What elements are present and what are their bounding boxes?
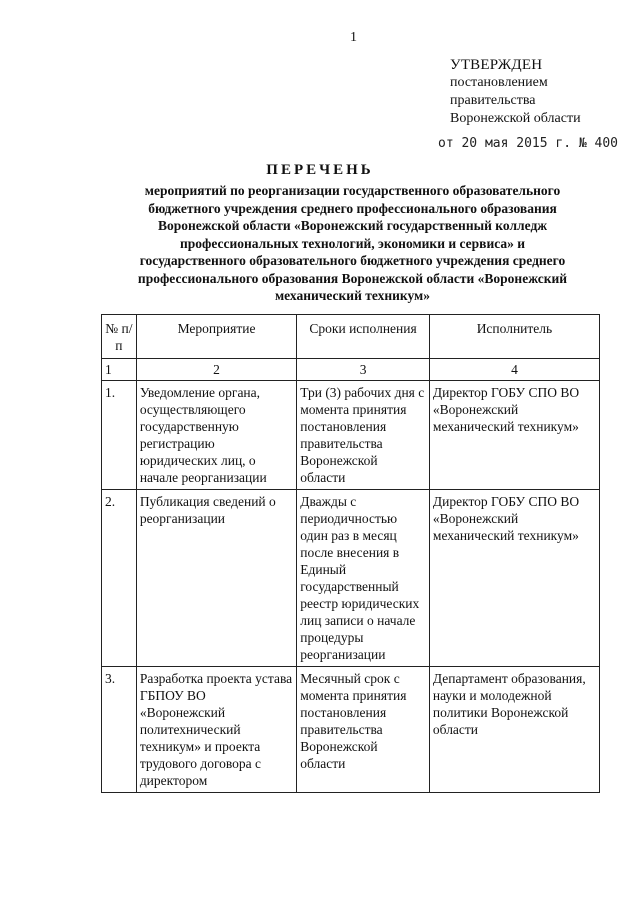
column-number: 4 (429, 359, 599, 381)
events-table (101, 314, 600, 793)
approval-line-1: постановлением (450, 75, 548, 90)
decree-date-number: от 20 мая 2015 г. № 400 (438, 136, 619, 151)
document-title: ПЕРЕЧЕНЬ (266, 162, 374, 178)
table-row (102, 381, 600, 490)
header-number: № п/п (102, 315, 137, 359)
table-header-row (102, 315, 600, 359)
row-number: 1. (102, 381, 137, 490)
row-executor: Директор ГОБУ СПО ВО «Воронежский механический техникум» (429, 490, 599, 667)
approval-heading: УТВЕРЖДЕН (450, 57, 543, 73)
table-row (102, 667, 600, 793)
row-event: Публикация сведений о реорганизации (136, 490, 296, 667)
subtitle-line: профессионального образования Воронежской области «Воронежский (137, 270, 568, 286)
header-executor: Исполнитель (429, 315, 599, 359)
table-row (102, 490, 600, 667)
row-executor: Департамент образования, науки и молодежной политики Воронежской области (429, 667, 599, 793)
subtitle-line: бюджетного учреждения среднего профессионального образования (148, 200, 557, 216)
column-number: 2 (136, 359, 296, 381)
document-subtitle (110, 182, 595, 305)
approval-line-2: правительства (450, 93, 536, 108)
header-event: Мероприятие (136, 315, 296, 359)
column-number: 3 (297, 359, 430, 381)
approval-stamp (450, 56, 581, 128)
header-deadline: Сроки исполнения (297, 315, 430, 359)
column-number: 1 (102, 359, 137, 381)
subtitle-line: мероприятий по реорганизации государственного образовательного (144, 183, 561, 198)
subtitle-line: профессиональных технологий, экономики и сервиса» и (179, 235, 526, 251)
row-deadline: Месячный срок с момента принятия постановления правительства Воронежской области (297, 667, 430, 793)
subtitle-line: государственного образовательного бюджетного учреждения среднего (139, 253, 566, 268)
page-number: 1 (350, 30, 357, 45)
subtitle-line: Воронежской области «Воронежский государственный колледж (157, 218, 548, 233)
column-number-row (102, 359, 600, 381)
row-number: 3. (102, 667, 137, 793)
row-event: Разработка проекта устава ГБПОУ ВО «Воронежский политехнический техникум» и проекта трудового договора с директором (136, 667, 296, 793)
subtitle-line: механический техникум» (274, 288, 431, 303)
approval-line-3: Воронежской области (450, 111, 581, 126)
row-number: 2. (102, 490, 137, 667)
row-event: Уведомление органа, осуществляющего государственную регистрацию юридических лиц, о начале реорганизации (136, 381, 296, 490)
row-deadline: Дважды с периодичностью один раз в месяц после внесения в Единый государственный реестр юридических лиц записи о начале процедуры реорганизации (297, 490, 430, 667)
row-deadline: Три (3) рабочих дня с момента принятия постановления правительства Воронежской области (297, 381, 430, 490)
row-executor: Директор ГОБУ СПО ВО «Воронежский механический техникум» (429, 381, 599, 490)
